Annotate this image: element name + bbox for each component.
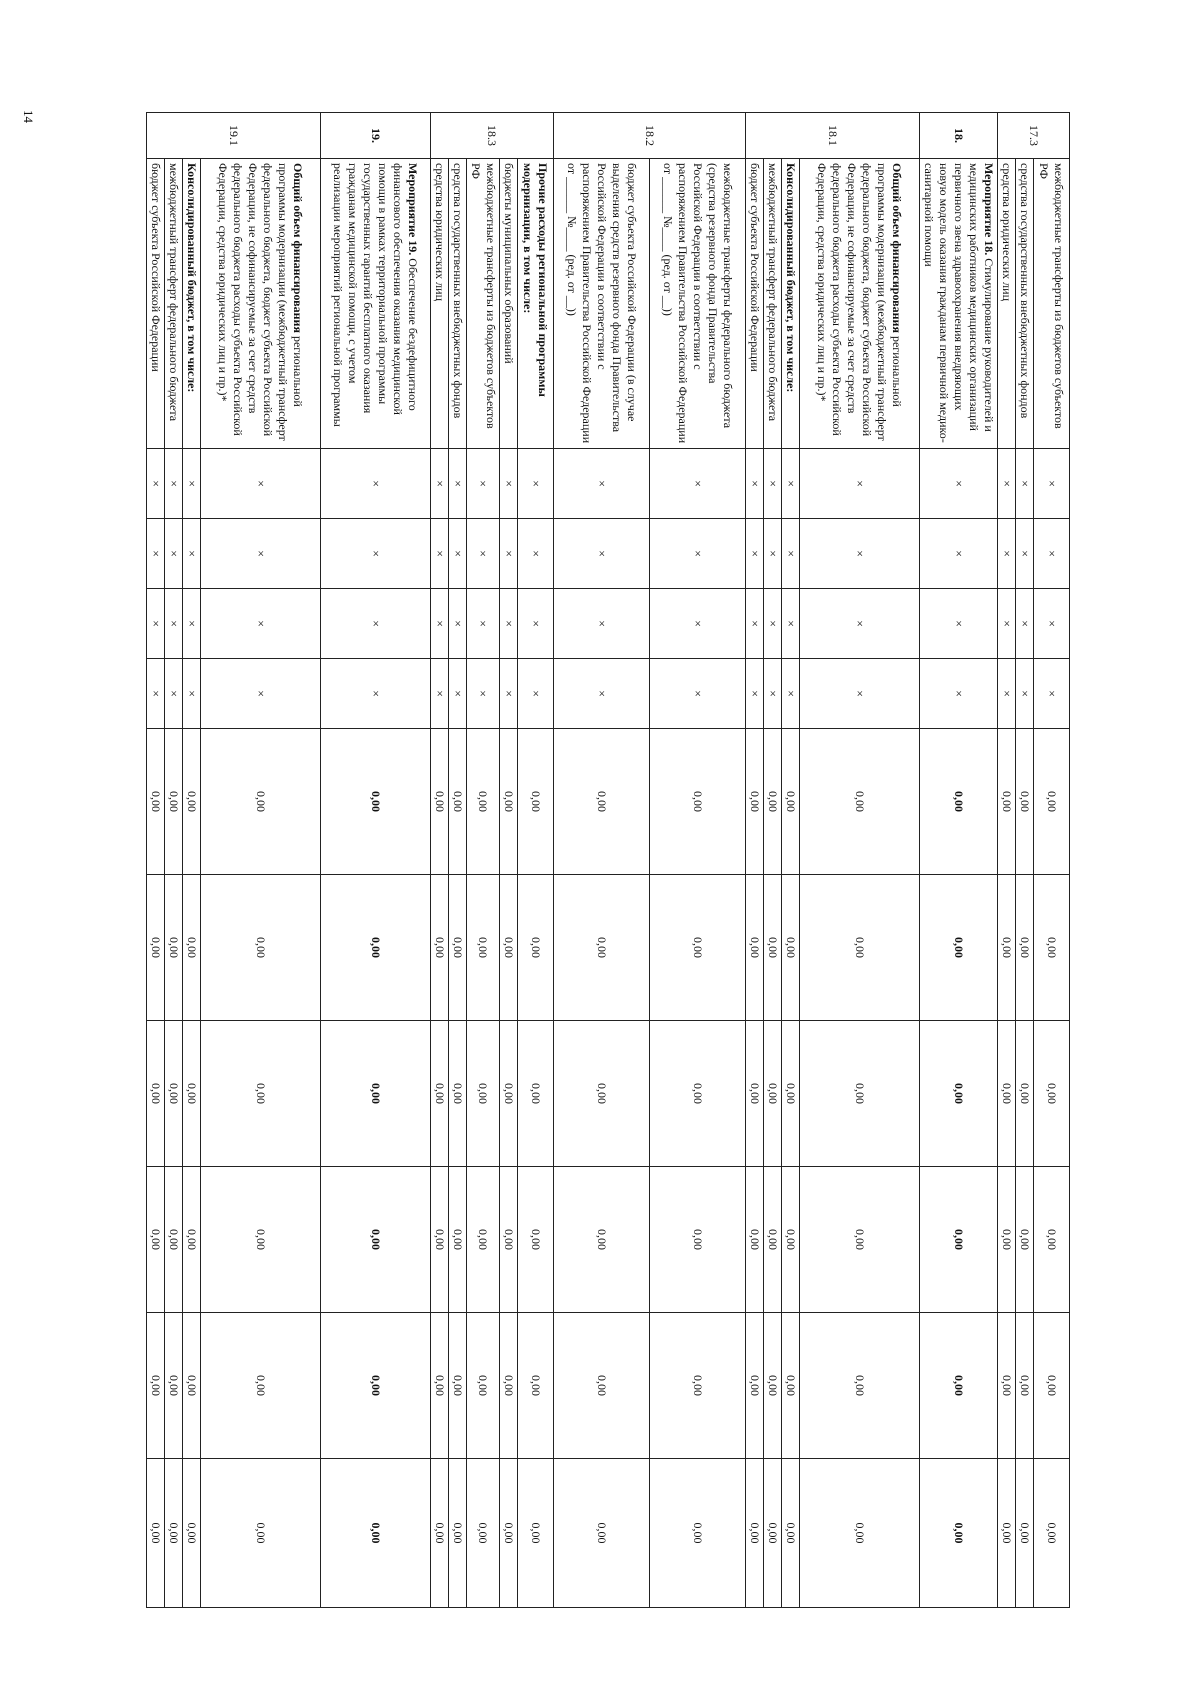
value-cell: 0,00 xyxy=(1034,1459,1070,1608)
value-cell: 0,00 xyxy=(650,1167,746,1313)
value-cell: 0,00 xyxy=(1034,729,1070,875)
cross-cell: × xyxy=(746,519,764,589)
row-name xyxy=(650,159,746,449)
cross-cell: × xyxy=(321,659,431,729)
cross-cell: × xyxy=(201,519,321,589)
value-cell: 0,00 xyxy=(147,1313,165,1459)
table-row xyxy=(518,113,554,1608)
cross-cell: × xyxy=(321,519,431,589)
table-row xyxy=(321,113,431,1608)
value-cell: 0,00 xyxy=(1016,729,1034,875)
value-cell: 0,00 xyxy=(1034,875,1070,1021)
page-number: 14 xyxy=(21,110,36,123)
value-cell: 0,00 xyxy=(782,1021,800,1167)
value-cell: 0,00 xyxy=(800,1313,920,1459)
cross-cell: × xyxy=(998,449,1016,519)
value-cell: 0,00 xyxy=(764,729,782,875)
cross-cell: × xyxy=(431,589,449,659)
row-number: 18.1 xyxy=(746,113,920,159)
value-cell: 0,00 xyxy=(201,729,321,875)
value-cell: 0,00 xyxy=(321,1313,431,1459)
cross-cell: × xyxy=(321,449,431,519)
row-name-text: бюджет субъекта Российской Федерации xyxy=(748,163,762,372)
row-name xyxy=(201,159,321,449)
table-row xyxy=(800,113,920,1608)
value-cell: 0,00 xyxy=(764,1459,782,1608)
table-body xyxy=(147,113,1070,1608)
value-cell: 0,00 xyxy=(467,1313,500,1459)
row-name-bold: Мероприятие 19. xyxy=(406,163,421,256)
cross-cell: × xyxy=(650,589,746,659)
row-name xyxy=(782,159,800,449)
value-cell: 0,00 xyxy=(431,875,449,1021)
row-name-text: региональной программы модернизации (межбюджетный трансферт федерального бюджета, бюджет субъекта Российской Федерации, не софинансируемые за счет средств федерального бюджета расходы субъекта Российской Федерации, средства юридических лиц и пр.)* xyxy=(216,163,306,441)
cross-cell: × xyxy=(554,659,650,729)
value-cell: 0,00 xyxy=(1034,1021,1070,1167)
cross-cell: × xyxy=(201,659,321,729)
row-name xyxy=(183,159,201,449)
cross-cell: × xyxy=(998,519,1016,589)
value-cell: 0,00 xyxy=(165,729,183,875)
value-cell: 0,00 xyxy=(500,1167,518,1313)
value-cell: 0,00 xyxy=(782,1167,800,1313)
row-number: 18.2 xyxy=(554,113,746,159)
cross-cell: × xyxy=(800,449,920,519)
cross-cell: × xyxy=(183,589,201,659)
value-cell: 0,00 xyxy=(650,1021,746,1167)
row-name-bold: Общий объем финансирования xyxy=(890,163,905,333)
cross-cell: × xyxy=(650,659,746,729)
value-cell: 0,00 xyxy=(998,1021,1016,1167)
cross-cell: × xyxy=(782,449,800,519)
value-cell: 0,00 xyxy=(467,1167,500,1313)
value-cell: 0,00 xyxy=(764,1313,782,1459)
value-cell: 0,00 xyxy=(431,1167,449,1313)
row-name-text: средства государственных внебюджетных фондов xyxy=(451,163,465,419)
row-name xyxy=(764,159,782,449)
table-row xyxy=(500,113,518,1608)
table-row xyxy=(431,113,449,1608)
value-cell: 0,00 xyxy=(201,1313,321,1459)
value-cell: 0,00 xyxy=(321,1021,431,1167)
cross-cell: × xyxy=(764,659,782,729)
cross-cell: × xyxy=(431,449,449,519)
value-cell: 0,00 xyxy=(1016,875,1034,1021)
cross-cell: × xyxy=(554,519,650,589)
value-cell: 0,00 xyxy=(467,1021,500,1167)
value-cell: 0,00 xyxy=(746,875,764,1021)
cross-cell: × xyxy=(1034,659,1070,729)
value-cell: 0,00 xyxy=(998,875,1016,1021)
cross-cell: × xyxy=(764,519,782,589)
value-cell: 0,00 xyxy=(1034,1167,1070,1313)
value-cell: 0,00 xyxy=(183,1459,201,1608)
value-cell: 0,00 xyxy=(467,875,500,1021)
row-name-text: межбюджетные трансферты из бюджетов субъектов РФ xyxy=(1037,163,1067,429)
cross-cell: × xyxy=(449,659,467,729)
cross-cell: × xyxy=(165,589,183,659)
cross-cell: × xyxy=(1016,659,1034,729)
row-name-text: бюджет субъекта Российской Федерации xyxy=(149,163,163,372)
value-cell: 0,00 xyxy=(764,875,782,1021)
value-cell: 0,00 xyxy=(782,729,800,875)
value-cell: 0,00 xyxy=(746,1313,764,1459)
cross-cell: × xyxy=(650,519,746,589)
cross-cell: × xyxy=(1034,589,1070,659)
financing-table xyxy=(146,112,1070,1608)
value-cell: 0,00 xyxy=(147,1167,165,1313)
table-row xyxy=(554,113,650,1608)
value-cell: 0,00 xyxy=(147,875,165,1021)
cross-cell: × xyxy=(201,589,321,659)
row-name-bold: Прочие расходы региональной программы модернизации, в том числе: xyxy=(521,163,551,397)
value-cell: 0,00 xyxy=(449,875,467,1021)
value-cell: 0,00 xyxy=(449,1459,467,1608)
value-cell: 0,00 xyxy=(1016,1167,1034,1313)
table-row xyxy=(183,113,201,1608)
value-cell: 0,00 xyxy=(920,1459,998,1608)
table-row xyxy=(764,113,782,1608)
value-cell: 0,00 xyxy=(746,1021,764,1167)
table-row xyxy=(1034,113,1070,1608)
cross-cell: × xyxy=(518,659,554,729)
value-cell: 0,00 xyxy=(500,875,518,1021)
value-cell: 0,00 xyxy=(183,1313,201,1459)
cross-cell: × xyxy=(165,659,183,729)
cross-cell: × xyxy=(431,659,449,729)
value-cell: 0,00 xyxy=(800,875,920,1021)
value-cell: 0,00 xyxy=(165,1313,183,1459)
row-number: 19. xyxy=(321,113,431,159)
value-cell: 0,00 xyxy=(554,1021,650,1167)
cross-cell: × xyxy=(1016,519,1034,589)
cross-cell: × xyxy=(1034,449,1070,519)
row-name-text: межбюджетный трансферт федерального бюджета xyxy=(167,163,181,422)
value-cell: 0,00 xyxy=(782,875,800,1021)
cross-cell: × xyxy=(147,589,165,659)
row-number: 18.3 xyxy=(431,113,554,159)
cross-cell: × xyxy=(920,519,998,589)
row-name-text: бюджет субъекта Российской Федерации (в случае выделения средств резервного фонда Правительства Российской Федерации в соответствии с распоряжением Правительства Российской Федерации от ______ №____ (ред. от __)) xyxy=(565,163,639,444)
value-cell: 0,00 xyxy=(467,729,500,875)
value-cell: 0,00 xyxy=(920,1167,998,1313)
cross-cell: × xyxy=(800,589,920,659)
row-name xyxy=(998,159,1016,449)
value-cell: 0,00 xyxy=(920,729,998,875)
cross-cell: × xyxy=(800,659,920,729)
row-name xyxy=(554,159,650,449)
value-cell: 0,00 xyxy=(998,1167,1016,1313)
row-name-text: средства государственных внебюджетных фондов xyxy=(1018,163,1032,419)
cross-cell: × xyxy=(746,449,764,519)
value-cell: 0,00 xyxy=(746,1167,764,1313)
value-cell: 0,00 xyxy=(650,729,746,875)
value-cell: 0,00 xyxy=(183,1021,201,1167)
value-cell: 0,00 xyxy=(165,1459,183,1608)
row-name xyxy=(321,159,431,449)
value-cell: 0,00 xyxy=(165,1167,183,1313)
value-cell: 0,00 xyxy=(500,1021,518,1167)
value-cell: 0,00 xyxy=(518,729,554,875)
rotated-table-container xyxy=(80,112,1070,1607)
cross-cell: × xyxy=(165,449,183,519)
row-name-text: бюджеты муниципальных образований xyxy=(502,163,516,364)
row-name-bold: Консолидированный бюджет, в том числе: xyxy=(185,163,199,393)
value-cell: 0,00 xyxy=(500,1459,518,1608)
value-cell: 0,00 xyxy=(800,729,920,875)
cross-cell: × xyxy=(1016,449,1034,519)
value-cell: 0,00 xyxy=(201,1459,321,1608)
row-name-bold: Консолидированный бюджет, в том числе: xyxy=(784,163,798,393)
value-cell: 0,00 xyxy=(650,1459,746,1608)
cross-cell: × xyxy=(782,519,800,589)
value-cell: 0,00 xyxy=(183,729,201,875)
cross-cell: × xyxy=(920,659,998,729)
row-number: 19.1 xyxy=(147,113,321,159)
cross-cell: × xyxy=(554,449,650,519)
cross-cell: × xyxy=(500,519,518,589)
value-cell: 0,00 xyxy=(554,1167,650,1313)
cross-cell: × xyxy=(518,519,554,589)
value-cell: 0,00 xyxy=(147,729,165,875)
value-cell: 0,00 xyxy=(920,1021,998,1167)
row-number: 18. xyxy=(920,113,998,159)
value-cell: 0,00 xyxy=(998,1459,1016,1608)
value-cell: 0,00 xyxy=(431,1021,449,1167)
cross-cell: × xyxy=(554,589,650,659)
value-cell: 0,00 xyxy=(500,1313,518,1459)
cross-cell: × xyxy=(183,449,201,519)
row-name-text: средства юридических лиц xyxy=(433,163,447,301)
cross-cell: × xyxy=(518,589,554,659)
value-cell: 0,00 xyxy=(746,1459,764,1608)
cross-cell: × xyxy=(518,449,554,519)
cross-cell: × xyxy=(998,659,1016,729)
table-row xyxy=(147,113,165,1608)
cross-cell: × xyxy=(321,589,431,659)
value-cell: 0,00 xyxy=(800,1021,920,1167)
cross-cell: × xyxy=(201,449,321,519)
row-name xyxy=(449,159,467,449)
cross-cell: × xyxy=(800,519,920,589)
cross-cell: × xyxy=(467,589,500,659)
value-cell: 0,00 xyxy=(201,1167,321,1313)
cross-cell: × xyxy=(500,659,518,729)
value-cell: 0,00 xyxy=(431,1313,449,1459)
value-cell: 0,00 xyxy=(782,1459,800,1608)
cross-cell: × xyxy=(147,449,165,519)
value-cell: 0,00 xyxy=(554,729,650,875)
row-name-text: межбюджетные трансферты федерального бюджета (средства резервного фонда Правительства Российской Федерации в соответствии с распоряжением Правительства Российской Федерации от ______ №____ (ред. от __)) xyxy=(661,163,735,444)
value-cell: 0,00 xyxy=(1034,1313,1070,1459)
cross-cell: × xyxy=(449,589,467,659)
cross-cell: × xyxy=(500,449,518,519)
cross-cell: × xyxy=(449,449,467,519)
cross-cell: × xyxy=(920,589,998,659)
cross-cell: × xyxy=(920,449,998,519)
value-cell: 0,00 xyxy=(449,729,467,875)
value-cell: 0,00 xyxy=(920,1313,998,1459)
cross-cell: × xyxy=(183,519,201,589)
row-name xyxy=(431,159,449,449)
value-cell: 0,00 xyxy=(165,1021,183,1167)
table-row xyxy=(165,113,183,1608)
value-cell: 0,00 xyxy=(147,1459,165,1608)
value-cell: 0,00 xyxy=(449,1021,467,1167)
value-cell: 0,00 xyxy=(518,1459,554,1608)
value-cell: 0,00 xyxy=(650,875,746,1021)
value-cell: 0,00 xyxy=(183,875,201,1021)
cross-cell: × xyxy=(764,589,782,659)
value-cell: 0,00 xyxy=(1016,1021,1034,1167)
cross-cell: × xyxy=(467,449,500,519)
value-cell: 0,00 xyxy=(165,875,183,1021)
value-cell: 0,00 xyxy=(800,1459,920,1608)
value-cell: 0,00 xyxy=(321,729,431,875)
row-name xyxy=(147,159,165,449)
row-name xyxy=(1034,159,1070,449)
cross-cell: × xyxy=(500,589,518,659)
cross-cell: × xyxy=(449,519,467,589)
value-cell: 0,00 xyxy=(183,1167,201,1313)
value-cell: 0,00 xyxy=(800,1167,920,1313)
row-name-text: средства юридических лиц xyxy=(1000,163,1014,301)
table-row xyxy=(920,113,998,1608)
value-cell: 0,00 xyxy=(554,1459,650,1608)
table-row xyxy=(650,113,746,1608)
value-cell: 0,00 xyxy=(201,1021,321,1167)
cross-cell: × xyxy=(431,519,449,589)
value-cell: 0,00 xyxy=(431,729,449,875)
table-row xyxy=(1016,113,1034,1608)
value-cell: 0,00 xyxy=(500,729,518,875)
row-name xyxy=(746,159,764,449)
value-cell: 0,00 xyxy=(998,1313,1016,1459)
table-row xyxy=(998,113,1016,1608)
row-name xyxy=(165,159,183,449)
value-cell: 0,00 xyxy=(764,1021,782,1167)
row-name-bold: Мероприятие 18. xyxy=(982,163,996,256)
value-cell: 0,00 xyxy=(518,1167,554,1313)
value-cell: 0,00 xyxy=(201,875,321,1021)
row-name-text: межбюджетный трансферт федерального бюджета xyxy=(766,163,780,422)
cross-cell: × xyxy=(746,589,764,659)
value-cell: 0,00 xyxy=(1016,1459,1034,1608)
row-name xyxy=(800,159,920,449)
value-cell: 0,00 xyxy=(431,1459,449,1608)
cross-cell: × xyxy=(998,589,1016,659)
value-cell: 0,00 xyxy=(467,1459,500,1608)
value-cell: 0,00 xyxy=(147,1021,165,1167)
table-row xyxy=(449,113,467,1608)
row-name-text: региональной программы модернизации (межбюджетный трансферт федерального бюджета, бюджет субъекта Российской Федерации, не софинансируемые за счет средств федерального бюджета расходы субъекта Российской Федерации, средства юридических лиц и пр.)* xyxy=(815,163,905,441)
value-cell: 0,00 xyxy=(554,1313,650,1459)
row-name-text: межбюджетные трансферты из бюджетов субъектов РФ xyxy=(469,163,498,429)
cross-cell: × xyxy=(782,659,800,729)
value-cell: 0,00 xyxy=(764,1167,782,1313)
value-cell: 0,00 xyxy=(746,729,764,875)
table-row xyxy=(201,113,321,1608)
row-number: 17.3 xyxy=(998,113,1070,159)
cross-cell: × xyxy=(147,659,165,729)
value-cell: 0,00 xyxy=(449,1167,467,1313)
cross-cell: × xyxy=(782,589,800,659)
value-cell: 0,00 xyxy=(321,875,431,1021)
value-cell: 0,00 xyxy=(449,1313,467,1459)
table-row xyxy=(467,113,500,1608)
row-name xyxy=(518,159,554,449)
cross-cell: × xyxy=(1016,589,1034,659)
cross-cell: × xyxy=(147,519,165,589)
row-name-text: Обеспечение бездефицитного финансового обеспечения оказания медицинской помощи в рамках территориальной программы государственных гарантий бесплатного оказания гражданам медицинской помощи, с учетом реализации мероприятий региональной программы xyxy=(331,163,421,427)
row-name xyxy=(500,159,518,449)
value-cell: 0,00 xyxy=(554,875,650,1021)
value-cell: 0,00 xyxy=(650,1313,746,1459)
value-cell: 0,00 xyxy=(518,875,554,1021)
table-row xyxy=(782,113,800,1608)
value-cell: 0,00 xyxy=(1016,1313,1034,1459)
value-cell: 0,00 xyxy=(518,1021,554,1167)
cross-cell: × xyxy=(467,519,500,589)
cross-cell: × xyxy=(650,449,746,519)
table-row xyxy=(746,113,764,1608)
cross-cell: × xyxy=(183,659,201,729)
row-name xyxy=(920,159,998,449)
row-name xyxy=(467,159,500,449)
value-cell: 0,00 xyxy=(321,1167,431,1313)
value-cell: 0,00 xyxy=(998,729,1016,875)
row-name-bold: Общий объем финансирования xyxy=(291,163,306,333)
cross-cell: × xyxy=(467,659,500,729)
value-cell: 0,00 xyxy=(321,1459,431,1608)
value-cell: 0,00 xyxy=(782,1313,800,1459)
row-name xyxy=(1016,159,1034,449)
value-cell: 0,00 xyxy=(518,1313,554,1459)
cross-cell: × xyxy=(1034,519,1070,589)
cross-cell: × xyxy=(764,449,782,519)
cross-cell: × xyxy=(165,519,183,589)
cross-cell: × xyxy=(746,659,764,729)
value-cell: 0,00 xyxy=(920,875,998,1021)
row-name-text: Стимулирование руководителей и медицинских работников медицинских организаций первичного звена здравоохранения внедряющих новую модель оказания гражданам первичной медико-санитарной помощи xyxy=(922,163,996,443)
